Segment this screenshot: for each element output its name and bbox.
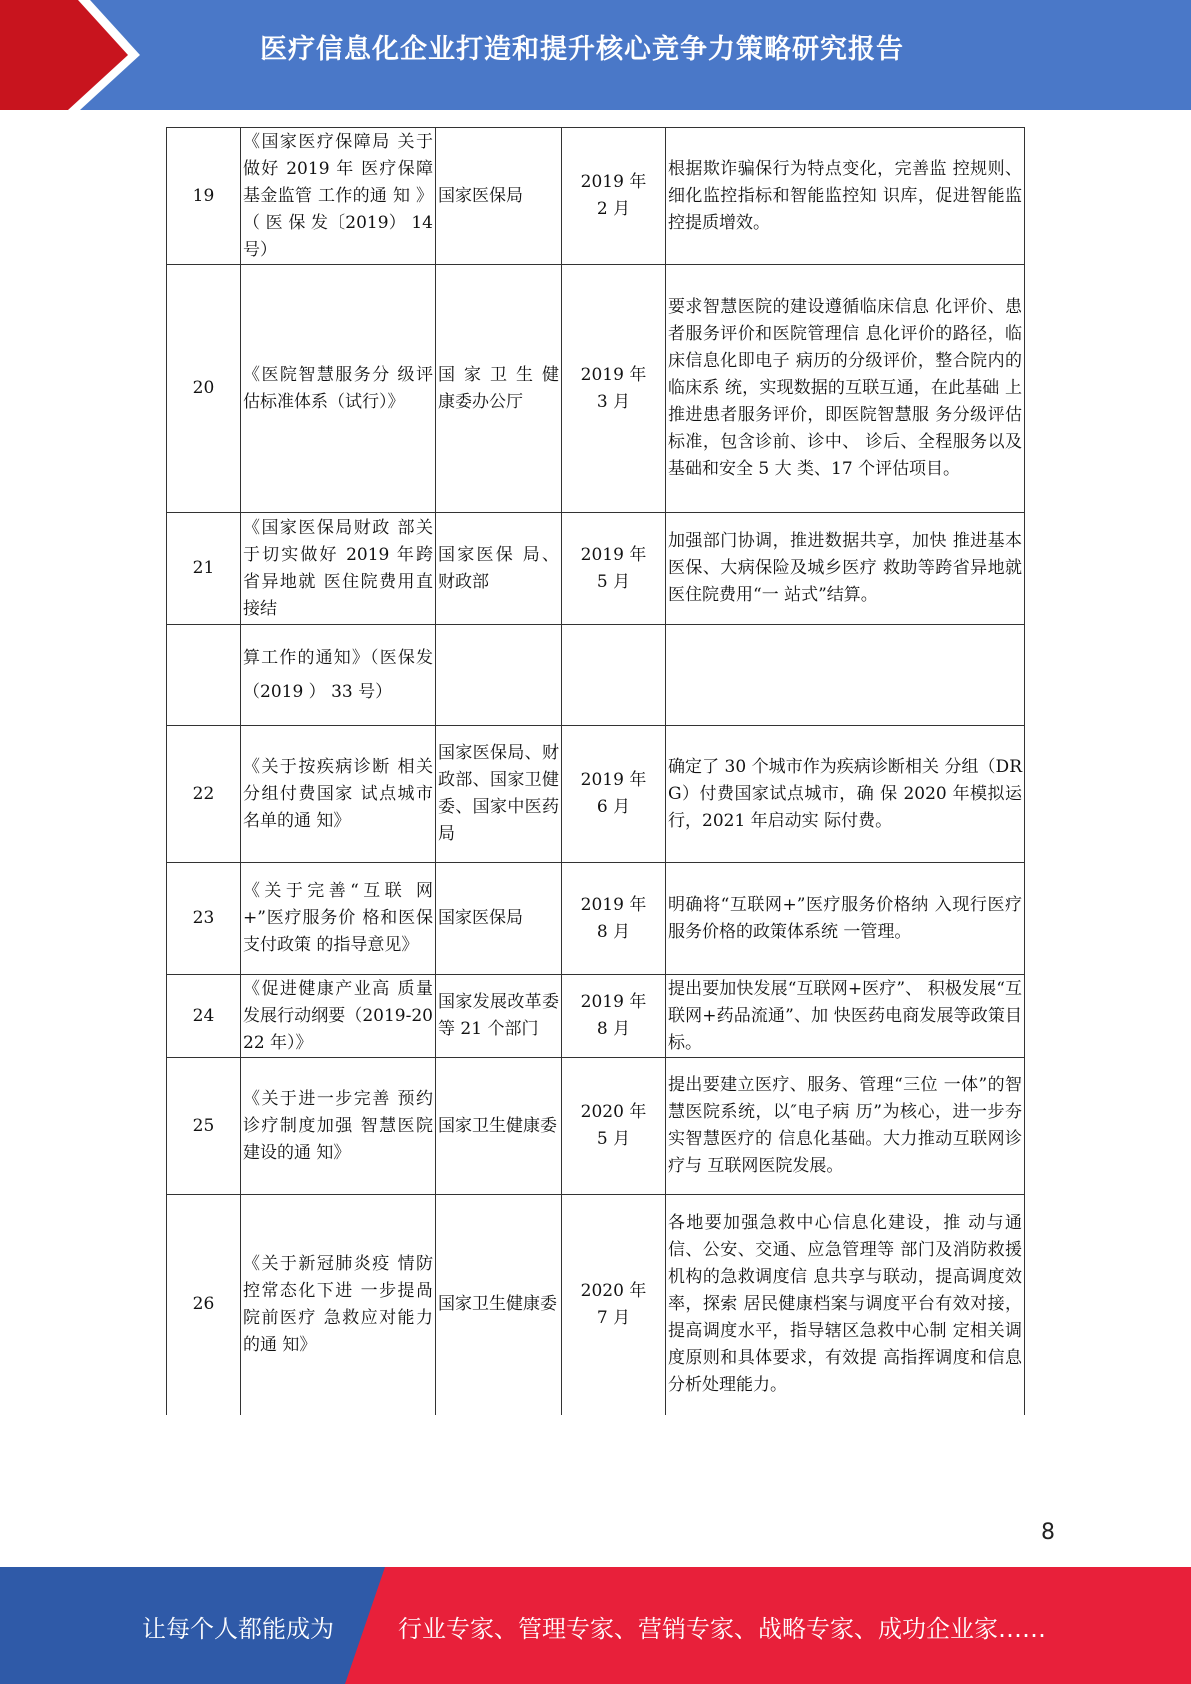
issue-date xyxy=(562,265,666,513)
issuing-agency: 国家医保局 xyxy=(436,128,562,265)
issue-year: 2019 年 xyxy=(580,770,647,790)
policy-content: 要求智慧医院的建设遵循临床信息 化评价、患者服务评价和医院管理信 息化评价的路径，临床信息化即电子 病历的分级评价，整合院内的临床系 统，实现数据的互联互通，在此基础 上推进患者服务评价，即医院智慧服 务分级评估标准，包含诊前、诊中、 诊后、全程服务以及基础和安全 5 大 类、17 个评估项目。 xyxy=(666,265,1025,513)
table-row xyxy=(167,513,1025,625)
row-number: 26 xyxy=(167,1195,241,1415)
page-header xyxy=(0,0,1191,110)
policy-table-container xyxy=(166,127,1024,1415)
policy-content: 加强部门协调，推进数据共享，加快 推进基本医保、大病保险及城乡医疗 救助等跨省异地就医住院费用“一 站式”结算。 xyxy=(666,513,1025,625)
issue-date xyxy=(562,975,666,1058)
issue-date xyxy=(562,513,666,625)
page-footer xyxy=(0,1567,1191,1684)
document-name: 算工作的通知》（医保发（2019 ） 33 号） xyxy=(241,625,436,726)
document-name: 《国家医保局财政 部关于切实做好 2019 年跨省异地就 医住院费用直接结 xyxy=(241,513,436,625)
issue-date xyxy=(562,863,666,975)
issue-month: 2 月 xyxy=(596,199,631,219)
policy-content: 明确将“互联网+”医疗服务价格纳 入现行医疗服务价格的政策体系统 一管理。 xyxy=(666,863,1025,975)
issue-year: 2019 年 xyxy=(580,544,647,565)
issue-year: 2019 年 xyxy=(580,992,647,1012)
document-name: 《关于按疾病诊断 相关分组付费国家 试点城市名单的通 知》 xyxy=(241,726,436,863)
document-name: 《关于完善“互联 网+”医疗服务价 格和医保支付政策 的指导意见》 xyxy=(241,863,436,975)
issuing-agency: 国家发展改革委等 21 个部门 xyxy=(436,975,562,1058)
issuing-agency: 国家卫生健康委 xyxy=(436,1058,562,1195)
table-row xyxy=(167,1195,1025,1415)
document-name: 《医院智慧服务分 级评估标准体系（试行）》 xyxy=(241,265,436,513)
issuing-agency: 国家医保 局、财政部 xyxy=(436,513,562,625)
issue-date xyxy=(562,1058,666,1195)
document-name: 《关于进一步完善 预约诊疗制度加强 智慧医院建设的通 知》 xyxy=(241,1058,436,1195)
policy-content: 各地要加强急救中心信息化建设，推 动与通信、公安、交通、应急管理等 部门及消防救援机构的急救调度信 息共享与联动，提高调度效率，探索 居民健康档案与调度平台有效对接， 提高调度水平，指导辖区急救中心制 定相关调度原则和具体要求，有效提 高指挥调度和信息分析处理能力。 xyxy=(666,1195,1025,1415)
issue-year: 2019 年 xyxy=(580,172,647,192)
footer-slogan-right: 行业专家、管理专家、营销专家、战略专家、成功企业家…… xyxy=(398,1615,1046,1643)
issue-month: 5 月 xyxy=(596,571,631,592)
issue-year: 2019 年 xyxy=(580,894,647,915)
policy-content: 提出要加快发展“互联网+医疗”、 积极发展“互联网+药品流通”、加 快医药电商发展等政策目标。 xyxy=(666,975,1025,1058)
policy-table xyxy=(166,127,1025,1415)
document-name: 《关于新冠肺炎疫 情防控常态化下进 一步提咼院前医疗 急救应对能力的通 知》 xyxy=(241,1195,436,1415)
issue-date xyxy=(562,726,666,863)
issue-month: 7 月 xyxy=(596,1307,631,1328)
table-row xyxy=(167,128,1025,265)
issuing-agency: 国 家 卫 生 健康委办公厅 xyxy=(436,265,562,513)
table-row xyxy=(167,975,1025,1058)
issue-month: 6 月 xyxy=(596,797,631,817)
footer-slogan-left: 让每个人都能成为 xyxy=(142,1615,334,1643)
document-name: 《国家医疗保障局 关于做好 2019 年 医疗保障基金监管 工作的通 知 》（ 医 保 发〔2019） 14 号） xyxy=(241,128,436,265)
policy-content: 根据欺诈骗保行为特点变化，完善监 控规则、细化监控指标和智能监控知 识库，促进智能监控提质增效。 xyxy=(666,128,1025,265)
issue-month: 8 月 xyxy=(596,1019,631,1039)
issue-date xyxy=(562,128,666,265)
issue-year: 2019 年 xyxy=(580,364,647,385)
row-number: 20 xyxy=(167,265,241,513)
issuing-agency xyxy=(436,625,562,726)
table-row xyxy=(167,1058,1025,1195)
issue-date xyxy=(562,1195,666,1415)
row-number: 23 xyxy=(167,863,241,975)
table-row xyxy=(167,863,1025,975)
issue-month: 5 月 xyxy=(596,1129,631,1149)
row-number: 21 xyxy=(167,513,241,625)
row-number xyxy=(167,625,241,726)
issue-year: 2020 年 xyxy=(580,1102,647,1122)
policy-content: 提出要建立医疗、服务、管理“三位 一体”的智慧医院系统，以″电子病 历”为核心，进一步夯实智慧医疗的 信息化基础。大力推动互联网诊疗与 互联网医院发展。 xyxy=(666,1058,1025,1195)
issuing-agency: 国家卫生健康委 xyxy=(436,1195,562,1415)
issuing-agency: 国家医保局、财政部、国家卫健委、国家中医药局 xyxy=(436,726,562,863)
row-number: 25 xyxy=(167,1058,241,1195)
policy-content: 确定了 30 个城市作为疾病诊断相关 分组（DRG）付费国家试点城市，确 保 2020 年模拟运行，2021 年启动实 际付费。 xyxy=(666,726,1025,863)
issue-date xyxy=(562,625,666,726)
issuing-agency: 国家医保局 xyxy=(436,863,562,975)
policy-content xyxy=(666,625,1025,726)
report-title: 医疗信息化企业打造和提升核心竞争力策略研究报告 xyxy=(260,34,904,65)
document-name: 《促进健康产业高 质量发展行动纲要（2019-2022 年）》 xyxy=(241,975,436,1058)
issue-month: 3 月 xyxy=(596,391,631,412)
row-number: 19 xyxy=(167,128,241,265)
issue-month: 8 月 xyxy=(596,921,631,942)
row-number: 22 xyxy=(167,726,241,863)
table-row xyxy=(167,726,1025,863)
table-row xyxy=(167,625,1025,726)
table-row xyxy=(167,265,1025,513)
row-number: 24 xyxy=(167,975,241,1058)
issue-year: 2020 年 xyxy=(580,1280,647,1301)
page-number: 8 xyxy=(1041,1520,1055,1545)
